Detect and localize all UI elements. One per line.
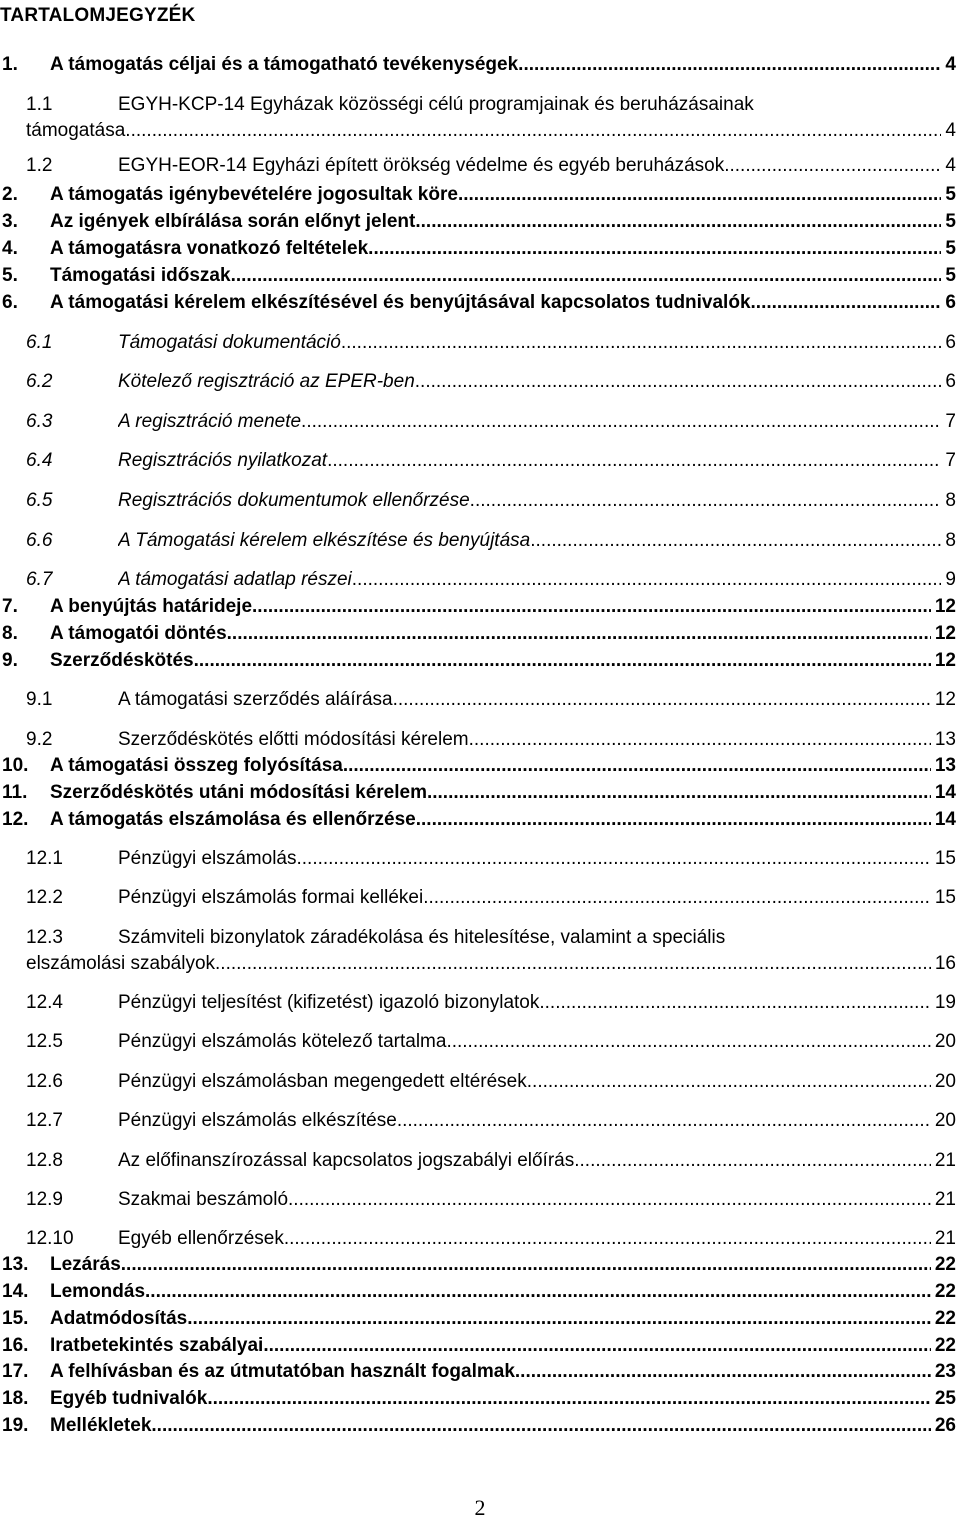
toc-page-number: 20 bbox=[934, 1110, 956, 1131]
toc-page-number: 4 bbox=[945, 155, 956, 176]
toc-title: Egyéb ellenőrzések bbox=[118, 1228, 284, 1249]
toc-title: A regisztráció menete bbox=[118, 411, 302, 432]
toc-page-number: 21 bbox=[934, 1189, 956, 1210]
toc-title-continuation: elszámolási szabályok bbox=[26, 953, 216, 974]
toc-title: Regisztrációs dokumentumok ellenőrzése bbox=[118, 490, 470, 511]
toc-title: Lezárás bbox=[50, 1254, 121, 1275]
dot-leader bbox=[343, 753, 931, 779]
toc-entry[interactable] bbox=[0, 1226, 956, 1252]
toc-title: A Támogatási kérelem elkészítése és benyújtása bbox=[118, 530, 531, 551]
toc-title: Kötelező regisztráció az EPER-ben bbox=[118, 371, 415, 392]
toc-number: 12.7 bbox=[26, 1110, 63, 1131]
toc-title: Szerződéskötés bbox=[50, 650, 194, 671]
dot-leader bbox=[215, 951, 931, 977]
toc-entry[interactable] bbox=[0, 925, 956, 951]
toc-entry[interactable] bbox=[0, 92, 956, 118]
toc-number: 6.5 bbox=[26, 490, 53, 511]
toc-page-number: 8 bbox=[945, 530, 956, 551]
toc-page-number: 14 bbox=[934, 782, 956, 803]
toc-entry[interactable] bbox=[0, 1279, 956, 1305]
toc-number: 12.9 bbox=[26, 1189, 63, 1210]
dot-leader bbox=[284, 1226, 931, 1252]
toc-title: Pénzügyi teljesítést (kifizetést) igazoló bizonylatok bbox=[118, 992, 540, 1013]
toc-entry[interactable] bbox=[0, 990, 956, 1016]
dot-leader bbox=[296, 846, 930, 872]
toc-page-number: 6 bbox=[945, 371, 956, 392]
toc-title: A benyújtás határideje bbox=[50, 596, 253, 617]
dot-leader bbox=[301, 409, 941, 435]
toc-title: A támogatás céljai és a támogatható tevékenységek bbox=[50, 54, 519, 75]
toc-number: 12. bbox=[2, 809, 29, 830]
toc-title: Az igények elbírálása során előnyt jelent bbox=[50, 211, 416, 232]
toc-page-number: 14 bbox=[934, 809, 956, 830]
toc-number: 2. bbox=[2, 184, 18, 205]
toc-number: 6.4 bbox=[26, 450, 53, 471]
toc-title: A támogatási adatlap részei bbox=[118, 569, 352, 590]
toc-number: 5. bbox=[2, 265, 18, 286]
toc-title: EGYH-EOR-14 Egyházi épített örökség védelme és egyéb beruházások bbox=[118, 155, 725, 176]
toc-entry[interactable] bbox=[0, 52, 956, 78]
dot-leader bbox=[145, 1279, 931, 1305]
toc-entry[interactable] bbox=[0, 594, 956, 620]
toc-page-number: 13 bbox=[934, 755, 956, 776]
toc-number: 6.1 bbox=[26, 332, 53, 353]
toc-number: 12.6 bbox=[26, 1071, 63, 1092]
toc-number: 13. bbox=[2, 1254, 29, 1275]
toc-number: 11. bbox=[2, 782, 28, 803]
toc-number: 6.3 bbox=[26, 411, 53, 432]
toc-page-number: 20 bbox=[934, 1031, 956, 1052]
toc-number: 6. bbox=[2, 292, 18, 313]
toc-entry[interactable] bbox=[0, 1306, 956, 1332]
dot-leader bbox=[518, 52, 941, 78]
toc-title: Pénzügyi elszámolásban megengedett eltérések bbox=[118, 1071, 527, 1092]
dot-leader bbox=[194, 648, 931, 674]
toc-number: 3. bbox=[2, 211, 18, 232]
toc-entry[interactable] bbox=[0, 780, 956, 806]
toc-number: 9.1 bbox=[26, 689, 53, 710]
toc-title: A támogatás igénybevételére jogosultak köre bbox=[50, 184, 458, 205]
dot-leader bbox=[416, 807, 931, 833]
toc-entry[interactable] bbox=[0, 263, 956, 289]
toc-page-number: 6 bbox=[945, 332, 956, 353]
toc-page-number: 22 bbox=[934, 1281, 956, 1302]
toc-title: Egyéb tudnivalók bbox=[50, 1388, 208, 1409]
toc-number: 6.7 bbox=[26, 569, 53, 590]
toc-number: 1.2 bbox=[26, 155, 53, 176]
toc-number: 1. bbox=[2, 54, 18, 75]
toc-title: Iratbetekintés szabályai bbox=[50, 1335, 264, 1356]
toc-entry[interactable] bbox=[0, 528, 956, 554]
toc-page-number: 15 bbox=[934, 848, 956, 869]
toc-page-number: 12 bbox=[934, 596, 956, 617]
toc-entry[interactable] bbox=[0, 182, 956, 208]
toc-title: A támogatói döntés bbox=[50, 623, 227, 644]
toc-title: Regisztrációs nyilatkozat bbox=[118, 450, 328, 471]
toc-page-number: 4 bbox=[945, 120, 956, 141]
toc-entry[interactable] bbox=[0, 1029, 956, 1055]
toc-page-number: 20 bbox=[934, 1071, 956, 1092]
toc-entry[interactable] bbox=[0, 488, 956, 514]
toc-page-number: 4 bbox=[945, 54, 956, 75]
toc-page-number: 15 bbox=[934, 887, 956, 908]
toc-page-number: 22 bbox=[934, 1335, 956, 1356]
toc-entry[interactable] bbox=[0, 1333, 956, 1359]
toc-title: Számviteli bizonylatok záradékolása és hitelesítése, valamint a speciális bbox=[118, 927, 726, 948]
toc-page-number: 5 bbox=[945, 265, 956, 286]
toc-page-number: 7 bbox=[945, 450, 956, 471]
toc-title: Pénzügyi elszámolás bbox=[118, 848, 297, 869]
toc-title: Szerződéskötés utáni módosítási kérelem bbox=[50, 782, 427, 803]
toc-page-number: 5 bbox=[945, 184, 956, 205]
toc-entry[interactable] bbox=[0, 153, 956, 179]
dot-leader bbox=[539, 990, 930, 1016]
toc-entry[interactable] bbox=[0, 1187, 956, 1213]
toc-page-number: 6 bbox=[945, 292, 956, 313]
toc-entry[interactable] bbox=[0, 1148, 956, 1174]
toc-entry[interactable] bbox=[0, 236, 956, 262]
toc-entry[interactable] bbox=[0, 290, 956, 316]
toc-number: 6.2 bbox=[26, 371, 53, 392]
toc-number: 12.8 bbox=[26, 1150, 63, 1171]
toc-page-number: 26 bbox=[934, 1415, 956, 1436]
toc-number: 12.1 bbox=[26, 848, 63, 869]
toc-number: 10. bbox=[2, 755, 29, 776]
toc-entry[interactable] bbox=[0, 209, 956, 235]
toc-page-number: 12 bbox=[934, 689, 956, 710]
dot-leader bbox=[724, 153, 941, 179]
toc-title: Mellékletek bbox=[50, 1415, 152, 1436]
toc-title: Pénzügyi elszámolás elkészítése bbox=[118, 1110, 397, 1131]
dot-leader bbox=[427, 780, 931, 806]
toc-entry[interactable] bbox=[0, 687, 956, 713]
dot-leader bbox=[393, 687, 931, 713]
dot-leader bbox=[423, 885, 931, 911]
toc-entry[interactable] bbox=[0, 1108, 956, 1134]
toc-entry[interactable] bbox=[0, 621, 956, 647]
dot-leader bbox=[151, 1413, 930, 1439]
toc-entry[interactable] bbox=[0, 448, 956, 474]
toc-title: Az előfinanszírozással kapcsolatos jogszabályi előírás bbox=[118, 1150, 575, 1171]
toc-title: Támogatási dokumentáció bbox=[118, 332, 341, 353]
dot-leader bbox=[352, 567, 942, 593]
dot-leader bbox=[125, 118, 941, 144]
dot-leader bbox=[515, 1359, 931, 1385]
toc-page-number: 5 bbox=[945, 211, 956, 232]
toc-page-number: 7 bbox=[945, 411, 956, 432]
toc-number: 12.3 bbox=[26, 927, 63, 948]
toc-page-number: 25 bbox=[934, 1388, 956, 1409]
toc-entry[interactable] bbox=[0, 369, 956, 395]
toc-page-number: 22 bbox=[934, 1254, 956, 1275]
dot-leader bbox=[227, 621, 931, 647]
dot-leader bbox=[263, 1333, 931, 1359]
toc-title: Pénzügyi elszámolás formai kellékei bbox=[118, 887, 424, 908]
toc-number: 19. bbox=[2, 1415, 29, 1436]
toc-entry-continuation[interactable] bbox=[0, 118, 956, 144]
toc-number: 12.2 bbox=[26, 887, 63, 908]
dot-leader bbox=[527, 1069, 931, 1095]
toc-page-number: 23 bbox=[934, 1361, 956, 1382]
toc-title: A támogatási összeg folyósítása bbox=[50, 755, 343, 776]
toc-page-number: 19 bbox=[934, 992, 956, 1013]
dot-leader bbox=[446, 1029, 930, 1055]
toc-page-number: 13 bbox=[934, 729, 956, 750]
dot-leader bbox=[574, 1148, 931, 1174]
toc-entry[interactable] bbox=[0, 807, 956, 833]
toc-title-continuation: támogatása bbox=[26, 120, 126, 141]
toc-page-number: 5 bbox=[945, 238, 956, 259]
toc-number: 12.10 bbox=[26, 1228, 74, 1249]
dot-leader bbox=[207, 1386, 931, 1412]
toc-title: Szerződéskötés előtti módosítási kérelem bbox=[118, 729, 469, 750]
toc-page-number: 22 bbox=[934, 1308, 956, 1329]
dot-leader bbox=[530, 528, 941, 554]
dot-leader bbox=[341, 330, 942, 356]
toc-title: A támogatási szerződés aláírása bbox=[118, 689, 393, 710]
toc-page-number: 12 bbox=[934, 650, 956, 671]
dot-leader bbox=[121, 1252, 931, 1278]
toc-entry[interactable] bbox=[0, 885, 956, 911]
toc-entry[interactable] bbox=[0, 753, 956, 779]
toc-page-number: 12 bbox=[934, 623, 956, 644]
toc-page-number: 8 bbox=[945, 490, 956, 511]
toc-entry[interactable] bbox=[0, 1386, 956, 1412]
dot-leader bbox=[751, 290, 942, 316]
dot-leader bbox=[469, 727, 931, 753]
toc-title: Pénzügyi elszámolás kötelező tartalma bbox=[118, 1031, 447, 1052]
toc-number: 8. bbox=[2, 623, 18, 644]
toc-entry[interactable] bbox=[0, 1252, 956, 1278]
toc-number: 17. bbox=[2, 1361, 29, 1382]
dot-leader bbox=[252, 594, 931, 620]
page-title: TARTALOMJEGYZÉK bbox=[0, 5, 196, 26]
toc-page-number: 9 bbox=[945, 569, 956, 590]
toc-title: EGYH-KCP-14 Egyházak közösségi célú programjainak és beruházásainak bbox=[118, 94, 754, 115]
toc-entry[interactable] bbox=[0, 1413, 956, 1439]
toc-number: 16. bbox=[2, 1335, 29, 1356]
toc-title: Lemondás bbox=[50, 1281, 146, 1302]
dot-leader bbox=[187, 1306, 931, 1332]
toc-number: 12.4 bbox=[26, 992, 63, 1013]
toc-title: A támogatás elszámolása és ellenőrzése bbox=[50, 809, 416, 830]
toc-number: 6.6 bbox=[26, 530, 53, 551]
dot-leader bbox=[415, 369, 942, 395]
toc-entry[interactable] bbox=[0, 648, 956, 674]
toc-page-number: 21 bbox=[934, 1228, 956, 1249]
toc-entry[interactable] bbox=[0, 1069, 956, 1095]
toc-title: A támogatásra vonatkozó feltételek bbox=[50, 238, 369, 259]
toc-title: Adatmódosítás bbox=[50, 1308, 188, 1329]
toc-title: A támogatási kérelem elkészítésével és benyújtásával kapcsolatos tudnivalók bbox=[50, 292, 751, 313]
dot-leader bbox=[470, 488, 942, 514]
dot-leader bbox=[231, 263, 942, 289]
toc-number: 1.1 bbox=[26, 94, 53, 115]
toc-title: Szakmai beszámoló bbox=[118, 1189, 289, 1210]
toc-number: 18. bbox=[2, 1388, 29, 1409]
toc-entry[interactable] bbox=[0, 330, 956, 356]
toc-entry[interactable] bbox=[0, 567, 956, 593]
toc-page-number: 16 bbox=[934, 953, 956, 974]
toc-number: 9.2 bbox=[26, 729, 53, 750]
toc-title: Támogatási időszak bbox=[50, 265, 231, 286]
toc-title: A felhívásban és az útmutatóban használt fogalmak bbox=[50, 1361, 515, 1382]
dot-leader bbox=[397, 1108, 931, 1134]
toc-page-number: 21 bbox=[934, 1150, 956, 1171]
dot-leader bbox=[458, 182, 941, 208]
toc-entry[interactable] bbox=[0, 409, 956, 435]
toc-entry[interactable] bbox=[0, 1359, 956, 1385]
toc-number: 15. bbox=[2, 1308, 29, 1329]
toc-entry[interactable] bbox=[0, 846, 956, 872]
toc-entry[interactable] bbox=[0, 727, 956, 753]
toc-number: 4. bbox=[2, 238, 18, 259]
toc-number: 9. bbox=[2, 650, 18, 671]
dot-leader bbox=[415, 209, 941, 235]
footer-page-number: 2 bbox=[474, 1495, 486, 1520]
toc-number: 12.5 bbox=[26, 1031, 63, 1052]
dot-leader bbox=[368, 236, 941, 262]
dot-leader bbox=[288, 1187, 931, 1213]
toc-number: 7. bbox=[2, 596, 18, 617]
toc-number: 14. bbox=[2, 1281, 29, 1302]
dot-leader bbox=[327, 448, 941, 474]
toc-entry-continuation[interactable] bbox=[0, 951, 956, 977]
